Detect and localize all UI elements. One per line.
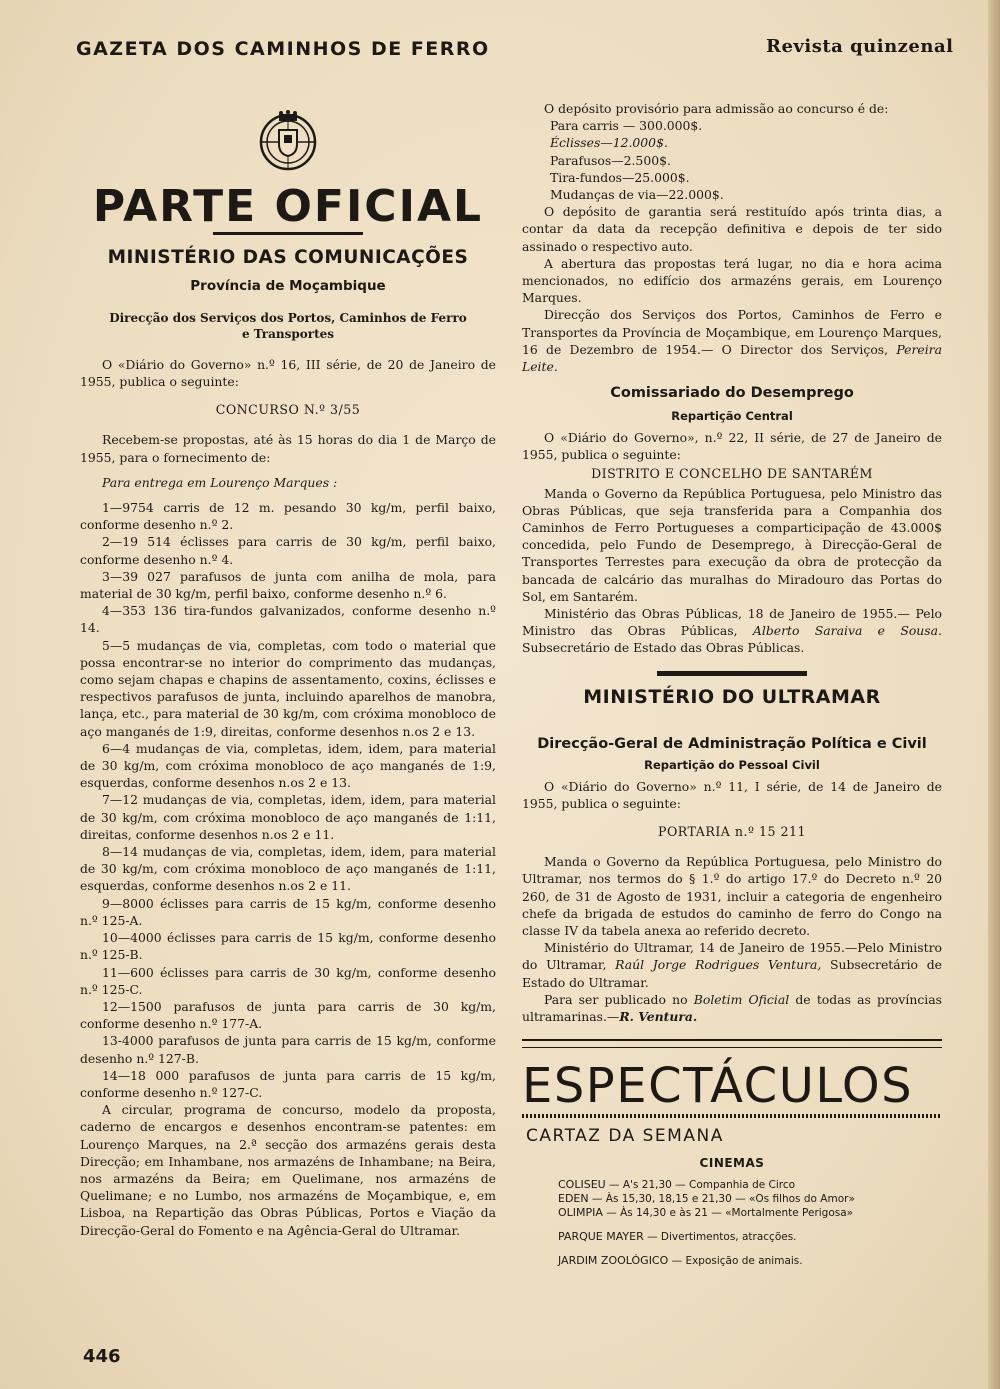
espectaculos-divider — [522, 1039, 942, 1048]
directorate-line-2: e Transportes — [241, 327, 335, 341]
list-item: 2—19 514 éclisses para carris de 30 kg/m, perfil baixo, conforme desenho n.º 4. — [80, 534, 496, 567]
ministry-signature-paragraph — [522, 605, 942, 657]
section-heading-comissariado: Comissariado do Desemprego — [610, 385, 854, 402]
publish-paragraph — [522, 991, 942, 1025]
tender-heading: CONCURSO N.º 3/55 — [215, 402, 361, 418]
deposit-list — [550, 117, 942, 203]
deposit-item: Éclisses—12.000$. — [550, 135, 668, 151]
directorate-general-heading: Direcção-Geral de Administração Política e Civil — [537, 735, 927, 752]
receive-paragraph: Recebem-se propostas, até às 15 horas do dia 1 de Março de 1955, para o fornecimento de: — [80, 432, 496, 465]
ministry-signature-text: Ministério das Obras Públicas, 18 de Janeiro de 1955.— Pelo Ministro das Obras Públicas, — [522, 606, 942, 639]
cartaz-heading: CARTAZ DA SEMANA — [526, 1126, 724, 1147]
show-listing — [558, 1178, 942, 1192]
delivery-location: Para entrega em Lourenço Marques : — [102, 474, 338, 490]
list-item: 12—1500 parafusos de junta para carris de 30 kg/m, conforme desenho n.º 177-A. — [80, 998, 496, 1032]
list-item: 8—14 mudanças de via, completas, idem, idem, para material de 30 kg/m, com cróxima monobloco de aço manganés de 1:11, esquerdas, conforme desenhos n.os 2 e 11. — [80, 844, 496, 894]
intro-paragraph: O «Diário do Governo» n.º 16, III série, de 20 de Janeiro de 1955, publica o seguinte: — [80, 357, 496, 390]
diario-22-paragraph: O «Diário do Governo», n.º 22, II série, de 27 de Janeiro de 1955, publica o seguinte: — [522, 430, 942, 463]
publish-text-a: Para ser publicado no — [544, 991, 688, 1007]
show-listing — [558, 1206, 942, 1220]
jardim-venue: JARDIM ZOOLÓGICO — [558, 1254, 669, 1268]
directorate-line-1: Direcção dos Serviços dos Portos, Caminhos de Ferro — [109, 311, 467, 325]
show-detail: — Às 14,30 e às 21 — «Mortalmente Perigosa» — [606, 1207, 854, 1220]
left-column — [80, 108, 496, 1239]
right-column — [522, 100, 942, 1268]
district-heading: DISTRITO E CONCELHO DE SANTARÉM — [591, 465, 873, 481]
list-item: 14—18 000 parafusos de junta para carris de 15 kg/m, conforme desenho n.º 127-C. — [80, 1067, 496, 1100]
section-title: PARTE OFICIAL — [92, 181, 484, 232]
list-item: 3—39 027 parafusos de junta com anilha de mola, para material de 30 kg/m, perfil baixo, conforme desenho n.º 6. — [80, 568, 496, 602]
list-item: 4—353 136 tira-fundos galvanizados, conforme desenho n.º 14. — [80, 603, 496, 636]
list-item: 9—8000 éclisses para carris de 15 kg/m, conforme desenho n.º 125-A. — [80, 895, 496, 928]
order-paragraph-2: Manda o Governo da República Portuguesa, pelo Ministro do Ultramar, nos termos do § 1.º do artigo 17.º do Decreto n.º 20 260, de 31 de Agosto de 1931, incluir a categoria de engenheiro chefe da brigada de estudos do caminho de ferro do Congo na classe IV da tabela anexa ao referido decreto. — [522, 854, 942, 938]
show-detail: — Às 15,30, 18,15 e 21,30 — «Os filhos do Amor» — [591, 1193, 855, 1206]
publish-text-d: R. Ventura. — [619, 1008, 698, 1024]
jardim-detail: — Exposição de animais. — [671, 1255, 803, 1268]
ministry-ultramar-heading: MINISTÉRIO DO ULTRAMAR — [583, 685, 881, 708]
signature-name: Pereira Leite. — [522, 341, 942, 375]
signature-text: Direcção dos Serviços dos Portos, Caminhos de Ferro e Transportes da Província de Moçambique, em Lourenço Marques, 16 de Dezembro de 1954.— O Director dos Serviços, — [522, 307, 942, 357]
deposit-item: Tira-fundos—25.000$. — [550, 169, 690, 185]
list-item: 10—4000 éclisses para carris de 15 kg/m, conforme desenho n.º 125-B. — [80, 930, 496, 963]
ultramar-signature-text: Ministério do Ultramar, 14 de Janeiro de 1955.—Pelo Ministro do Ultramar, — [522, 940, 942, 973]
subheading-central: Repartição Central — [671, 409, 793, 424]
ultramar-signature-name: Raúl Jorge Rodrigues Ventura, — [615, 957, 822, 973]
directorate-heading — [80, 310, 496, 342]
show-venue: OLIMPIA — [558, 1206, 603, 1220]
list-item: 11—600 éclisses para carris de 30 kg/m, conforme desenho n.º 125-C. — [80, 964, 496, 997]
list-item: 13-4000 parafusos de junta para carris de 15 kg/m, conforme desenho n.º 127-B. — [80, 1033, 496, 1066]
publication-frequency: Revista quinzenal — [766, 36, 954, 57]
list-item: 6—4 mudanças de via, completas, idem, idem, para material de 30 kg/m, com cróxima monobloco de aço manganés de 1:9, esquerdas, conforme desenhos n.os 2 e 13. — [80, 740, 496, 791]
ultramar-signature-paragraph — [522, 939, 942, 991]
deposit-intro: O depósito provisório para admissão ao concurso é de: — [544, 101, 889, 116]
list-item: 1—9754 carris de 12 m. pesando 30 kg/m, perfil baixo, conforme desenho n.º 2. — [80, 500, 496, 533]
province-heading: Província de Moçambique — [190, 278, 386, 294]
cinemas-heading: CINEMAS — [699, 1156, 765, 1171]
publication-title: GAZETA DOS CAMINHOS DE FERRO — [76, 38, 490, 60]
publish-text-c: de todas as províncias ultramarinas.— — [522, 991, 942, 1024]
espectaculos-rule — [522, 1114, 942, 1118]
show-venue: COLISEU — [558, 1178, 606, 1192]
signature-paragraph — [522, 306, 942, 375]
list-item: 5—5 mudanças de via, completas, com todo o material que possa encontrar-se no interior do comprimento das mudanças, como sejam chapas e chapins de assentamento, coxins, éclisses e respectivos parafusos de junta, incluindo aparelhos de manobra, lança, etc., para material de 30 kg/m, com cróxima monobloco de aço manganés de 1:9, direitas, conforme desenhos n.os 2 e 13. — [80, 637, 496, 739]
diario-11-paragraph: O «Diário do Governo» n.º 11, I série, de 14 de Janeiro de 1955, publica o seguinte: — [522, 778, 942, 811]
subheading-personnel: Repartição do Pessoal Civil — [644, 757, 820, 772]
parque-listing — [558, 1230, 942, 1244]
ministry-signature-name: Alberto Saraiva e Sousa. — [752, 623, 942, 639]
deposit-item: Para carris — 300.000$. — [550, 118, 703, 134]
ministry-signature-tail: Subsecretário de Estado das Obras Públicas. — [522, 640, 805, 656]
order-paragraph-1: Manda o Governo da República Portuguesa, pelo Ministro das Obras Públicas, que seja transferida para a Companhia dos Caminhos de Ferro Portugueses a comparticipação de 43.000$ concedida, pelo Fundo de Desemprego, à Direcção-Geral de Transportes Terrestes para execução da obra de protecção da bancada de calcário das muralhas do Miradouro das Portas do Sol, em Santarém. — [522, 485, 942, 604]
deposit-item: Mudanças de via—22.000$. — [550, 187, 724, 203]
portaria-heading: PORTARIA n.º 15 211 — [657, 824, 807, 840]
deposit-item: Parafusos—2.500$. — [550, 152, 671, 168]
parque-venue: PARQUE MAYER — [558, 1230, 644, 1244]
page-number: 446 — [83, 1346, 121, 1367]
list-item: 7—12 mudanças de via, completas, idem, idem, para material de 30 kg/m, com cróxima monobloco de aço manganés de 1:11, direitas, conforme desenhos n.os 2 e 11. — [80, 792, 496, 842]
parque-detail: — Divertimentos, atracções. — [647, 1231, 797, 1244]
page-edge — [988, 0, 1000, 1389]
coat-of-arms-icon — [255, 108, 321, 174]
show-listing — [558, 1192, 942, 1206]
circular-paragraph: A circular, programa de concurso, modelo da proposta, caderno de encargos e desenhos encontram-se patentes: em Lourenço Marques, na 2.ª secção dos armazéns gerais desta Direcção; em Inhambane, nos armazéns de Inhambane; na Beira, nos armazéns da Beira; em Quelimane, nos armazéns de Quelimane; e no Lumbo, nos armazéns de Moçambique, e, em Lisboa, na Repartição das Obras Públicas, Portos e Viação da Direcção-Geral do Fomento e na Agência-Geral do Ultramar. — [80, 1102, 496, 1238]
guarantee-paragraph: O depósito de garantia será restituído após trinta dias, a contar da data da recepção definitiva e depois de ter sido assinado o respectivo auto. — [522, 204, 942, 254]
section-divider — [657, 671, 807, 676]
opening-paragraph: A abertura das propostas terá lugar, no dia e hora acima mencionados, no edifício dos armazéns gerais, em Lourenço Marques. — [522, 255, 942, 306]
show-detail: — A's 21,30 — Companhia de Circo — [609, 1179, 796, 1192]
jardim-listing — [558, 1254, 942, 1268]
show-venue: EDEN — [558, 1192, 589, 1206]
ministry-heading: MINISTÉRIO DAS COMUNICAÇÕES — [107, 247, 469, 268]
ultramar-signature-tail: Subsecretário de Estado do Ultramar. — [522, 957, 942, 990]
title-divider — [213, 232, 363, 235]
publish-text-b: Boletim Oficial — [693, 991, 790, 1007]
espectaculos-title: ESPECTÁCULOS — [522, 1058, 914, 1115]
